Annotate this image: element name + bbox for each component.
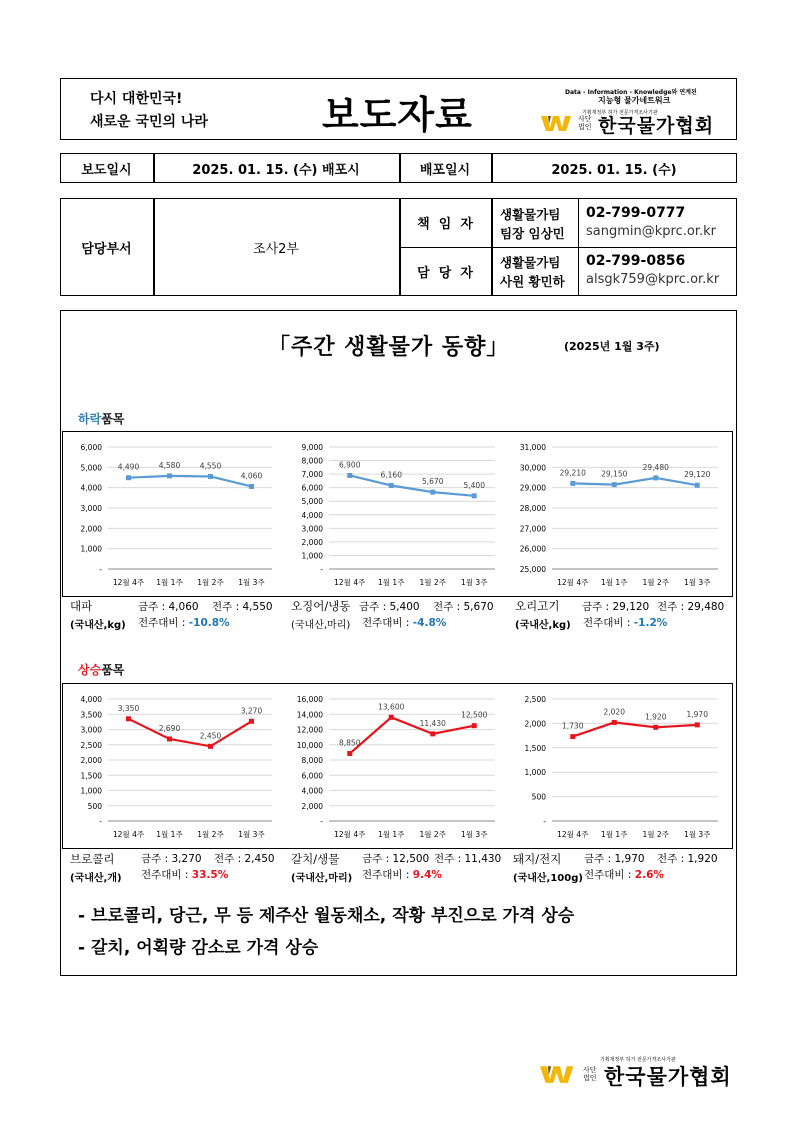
y-tick-label: 5,000 xyxy=(80,463,102,473)
item-name: 갈치/생물 xyxy=(291,852,340,866)
y-tick-label: 500 xyxy=(531,792,546,802)
y-tick-label: 1,000 xyxy=(524,768,546,778)
footer-tagline: 기획재정부 허가 전문가격조사기관 xyxy=(600,1057,676,1063)
chart-pork-shoulder xyxy=(510,691,726,843)
data-label: 4,490 xyxy=(117,462,140,472)
y-tick-label: 2,000 xyxy=(524,719,546,729)
footer-logo-icon xyxy=(540,1064,580,1084)
staff-email[interactable]: alsgk759@kprc.or.kr xyxy=(586,272,720,287)
data-label: 6,900 xyxy=(339,460,361,470)
data-point xyxy=(472,723,477,728)
data-point xyxy=(347,473,352,478)
y-tick-label: 30,000 xyxy=(519,463,546,473)
data-point xyxy=(612,482,617,487)
x-tick-label: 12월 4주 xyxy=(112,830,145,839)
data-label: 2,020 xyxy=(603,707,625,717)
week-change: 전주대비 : 33.5% xyxy=(141,869,229,881)
data-label: 4,550 xyxy=(199,461,222,471)
x-tick-label: 1월 2주 xyxy=(419,578,446,587)
data-point xyxy=(347,751,352,756)
y-tick-label: 500 xyxy=(87,801,102,811)
data-point xyxy=(126,716,131,721)
y-tick-label: 10,000 xyxy=(296,740,323,750)
bullet-point: - 갈치, 어획량 감소로 가격 상승 xyxy=(78,938,319,958)
item-origin: (국내산,kg) xyxy=(70,620,126,631)
y-tick-label: 3,000 xyxy=(301,524,323,534)
release-value: 2025. 01. 15. (수) 배포시 xyxy=(192,162,360,178)
data-label: 3,350 xyxy=(117,703,140,713)
data-point xyxy=(570,734,575,739)
org-name: 한국물가협회 xyxy=(598,115,715,137)
data-point xyxy=(126,475,131,480)
data-label: 13,600 xyxy=(378,702,405,712)
y-tick-label: 4,000 xyxy=(301,510,323,520)
this-week-price: 금주 : 4,060 xyxy=(138,601,199,613)
data-point xyxy=(249,719,254,724)
line-chart-svg xyxy=(66,439,280,591)
last-week-price: 전주 : 4,550 xyxy=(212,601,273,613)
y-tick-label: 2,000 xyxy=(301,537,323,547)
distribution-label: 배포일시 xyxy=(419,162,471,178)
last-week-price: 전주 : 5,670 xyxy=(433,601,494,613)
chart-broccoli xyxy=(66,691,280,843)
data-label: 1,730 xyxy=(562,721,584,731)
tagline-1: Data - Information - Knowledge와 연계된 xyxy=(565,89,697,96)
y-tick-label: 4,000 xyxy=(80,483,102,493)
dept-value: 조사2부 xyxy=(253,241,299,257)
chart-squid xyxy=(287,439,503,591)
series-line xyxy=(350,717,475,753)
x-tick-label: 1월 2주 xyxy=(642,830,669,839)
last-week-price: 전주 : 29,480 xyxy=(657,601,725,613)
data-point xyxy=(167,736,172,741)
y-tick-label: - xyxy=(99,565,102,574)
y-tick-label: 5,000 xyxy=(301,497,323,507)
line-chart-svg xyxy=(287,691,503,843)
data-point xyxy=(389,715,394,720)
rising-section-label: 상승품목 xyxy=(78,663,125,677)
y-tick-label: 3,000 xyxy=(80,725,102,735)
y-tick-label: 28,000 xyxy=(519,504,546,513)
item-origin: (국내산,마리) xyxy=(291,873,353,884)
week-change: 전주대비 : 9.4% xyxy=(362,869,442,881)
data-label: 2,450 xyxy=(199,731,222,741)
y-tick-label: 29,000 xyxy=(519,483,546,493)
x-tick-label: 1월 1주 xyxy=(378,830,405,839)
item-name: 돼지/전지 xyxy=(513,852,562,866)
x-tick-label: 12월 4주 xyxy=(557,578,589,587)
x-tick-label: 12월 4주 xyxy=(557,830,589,839)
x-tick-label: 12월 4주 xyxy=(112,578,145,587)
y-tick-label: 1,000 xyxy=(80,544,102,554)
release-label: 보도일시 xyxy=(81,162,132,178)
org-logo-icon xyxy=(541,114,577,132)
x-tick-label: 1월 2주 xyxy=(197,578,224,587)
tagline-2: 지능형 물가네트워크 xyxy=(598,96,671,105)
this-week-price: 금주 : 12,500 xyxy=(362,853,430,865)
y-tick-label: 2,500 xyxy=(80,740,102,750)
manager-role: 책 임 자 xyxy=(417,217,473,232)
y-tick-label: - xyxy=(320,817,323,826)
y-tick-label: 6,000 xyxy=(301,771,323,781)
item-origin: (국내산,kg) xyxy=(515,620,571,631)
falling-section-label: 하락품목 xyxy=(78,412,125,426)
item-name: 대파 xyxy=(70,599,93,613)
data-label: 1,920 xyxy=(645,712,667,722)
data-label: 8,850 xyxy=(339,738,361,748)
data-label: 29,150 xyxy=(601,469,628,479)
data-point xyxy=(430,731,435,736)
last-week-price: 전주 : 11,430 xyxy=(434,853,502,865)
week-change: 전주대비 : -4.8% xyxy=(362,617,447,629)
x-tick-label: 1월 1주 xyxy=(601,830,628,839)
y-tick-label: 7,000 xyxy=(301,470,323,480)
series-line xyxy=(350,475,475,495)
y-tick-label: 1,000 xyxy=(80,786,102,796)
data-point xyxy=(208,474,213,479)
last-week-price: 전주 : 2,450 xyxy=(214,853,275,865)
x-tick-label: 1월 2주 xyxy=(642,578,669,587)
manager-phone: 02-799-0777 xyxy=(586,205,686,221)
item-name: 오징어/냉동 xyxy=(291,599,351,613)
this-week-price: 금주 : 1,970 xyxy=(584,853,645,865)
this-week-price: 금주 : 29,120 xyxy=(582,601,650,613)
series-line xyxy=(573,478,698,485)
report-subtitle: (2025년 1월 3주) xyxy=(564,340,660,353)
data-point xyxy=(695,483,700,488)
footer-org-name: 한국물가협회 xyxy=(604,1065,732,1089)
data-label: 29,120 xyxy=(684,470,711,480)
y-tick-label: 25,000 xyxy=(519,565,546,574)
staff-person: 사원 황민하 xyxy=(500,274,565,289)
manager-team: 생활물가팀 xyxy=(500,207,561,222)
y-tick-label: 9,000 xyxy=(301,443,323,452)
y-tick-label: 1,500 xyxy=(80,771,102,781)
x-tick-label: 1월 3주 xyxy=(461,578,488,587)
x-tick-label: 1월 1주 xyxy=(378,578,405,587)
data-label: 2,690 xyxy=(158,723,181,733)
data-point xyxy=(695,722,700,727)
y-tick-label: 8,000 xyxy=(301,756,323,765)
y-tick-label: 3,500 xyxy=(80,710,102,720)
line-chart-svg xyxy=(287,439,503,591)
data-point xyxy=(389,483,394,488)
manager-email[interactable]: sangmin@kprc.or.kr xyxy=(586,224,716,239)
data-point xyxy=(472,493,477,498)
staff-phone: 02-799-0856 xyxy=(586,253,686,269)
data-label: 6,160 xyxy=(380,470,402,480)
y-tick-label: 1,500 xyxy=(524,743,546,753)
x-tick-label: 1월 1주 xyxy=(156,830,183,839)
y-tick-label: 4,000 xyxy=(80,695,102,704)
x-tick-label: 1월 2주 xyxy=(419,830,446,839)
y-tick-label: - xyxy=(99,817,102,826)
y-tick-label: 1,000 xyxy=(301,551,323,561)
x-tick-label: 1월 1주 xyxy=(156,578,183,587)
chart-hairtail xyxy=(287,691,503,843)
y-tick-label: 27,000 xyxy=(519,524,546,534)
data-label: 3,270 xyxy=(240,706,263,716)
y-tick-label: - xyxy=(320,565,323,574)
x-tick-label: 12월 4주 xyxy=(334,578,366,587)
data-point xyxy=(208,744,213,749)
data-label: 4,580 xyxy=(158,460,181,470)
week-change: 전주대비 : -1.2% xyxy=(583,617,668,629)
tagline-3: 기획재정부 허가 전문가격조사기관 xyxy=(582,110,658,116)
y-tick-label: 31,000 xyxy=(519,443,546,452)
x-tick-label: 1월 2주 xyxy=(197,830,224,839)
data-label: 5,670 xyxy=(422,477,444,487)
item-origin: (국내산,100g) xyxy=(513,873,583,884)
dept-label: 담당부서 xyxy=(81,241,132,257)
data-point xyxy=(167,473,172,478)
data-label: 29,210 xyxy=(559,468,586,478)
x-tick-label: 12월 4주 xyxy=(334,830,366,839)
x-tick-label: 1월 3주 xyxy=(238,830,265,839)
y-tick-label: 12,000 xyxy=(296,725,323,735)
data-point xyxy=(612,720,617,725)
last-week-price: 전주 : 1,920 xyxy=(657,853,718,865)
data-point xyxy=(570,481,575,486)
slogan-line-2: 새로운 국민의 나라 xyxy=(90,114,208,130)
y-tick-label: 2,500 xyxy=(524,695,546,704)
y-tick-label: 14,000 xyxy=(296,710,323,720)
data-point xyxy=(653,475,658,480)
this-week-price: 금주 : 5,400 xyxy=(359,601,420,613)
org-subtitle: 사단 법인 xyxy=(578,115,592,131)
series-line xyxy=(129,476,252,487)
week-change: 전주대비 : 2.6% xyxy=(584,869,664,881)
staff-team: 생활물가팀 xyxy=(500,255,561,270)
data-label: 29,480 xyxy=(642,462,669,472)
y-tick-label: 2,000 xyxy=(301,801,323,811)
x-tick-label: 1월 3주 xyxy=(238,578,265,587)
manager-person: 팀장 임상민 xyxy=(500,226,565,241)
slogan-line-1: 다시 대한민국! xyxy=(90,91,183,107)
press-release-title: 보도자료 xyxy=(322,93,473,137)
item-origin: (국내산,마리) xyxy=(291,620,351,631)
report-title: 「주간 생활물가 동향」 xyxy=(268,335,510,360)
y-tick-label: 6,000 xyxy=(80,443,102,452)
data-label: 1,970 xyxy=(686,709,708,719)
x-tick-label: 1월 1주 xyxy=(601,578,628,587)
x-tick-label: 1월 3주 xyxy=(684,578,711,587)
bullet-point: - 브로콜리, 당근, 무 등 제주산 월동채소, 작황 부진으로 가격 상승 xyxy=(78,906,575,926)
distribution-value: 2025. 01. 15. (수) xyxy=(551,162,677,178)
data-label: 11,430 xyxy=(419,718,446,728)
series-line xyxy=(573,722,698,736)
y-tick-label: - xyxy=(543,817,546,826)
y-tick-label: 2,000 xyxy=(80,756,102,765)
staff-role: 담 당 자 xyxy=(417,266,473,281)
line-chart-svg xyxy=(510,439,726,591)
data-label: 12,500 xyxy=(461,710,488,720)
chart-duck-meat xyxy=(510,439,726,591)
data-label: 4,060 xyxy=(240,471,263,481)
data-label: 5,400 xyxy=(463,480,485,490)
data-point xyxy=(653,725,658,730)
this-week-price: 금주 : 3,270 xyxy=(141,853,202,865)
y-tick-label: 6,000 xyxy=(301,483,323,493)
week-change: 전주대비 : -10.8% xyxy=(138,617,230,629)
y-tick-label: 4,000 xyxy=(301,786,323,796)
series-line xyxy=(129,719,252,746)
x-tick-label: 1월 3주 xyxy=(461,830,488,839)
item-name: 브로콜리 xyxy=(70,852,115,866)
chart-green-onion xyxy=(66,439,280,591)
item-origin: (국내산,개) xyxy=(70,873,122,884)
line-chart-svg xyxy=(66,691,280,843)
data-point xyxy=(430,490,435,495)
line-chart-svg xyxy=(510,691,726,843)
y-tick-label: 2,000 xyxy=(80,524,102,534)
item-name: 오리고기 xyxy=(515,599,560,613)
footer-org-subtitle: 사단 법인 xyxy=(583,1066,597,1082)
data-point xyxy=(249,484,254,489)
y-tick-label: 16,000 xyxy=(296,695,323,704)
x-tick-label: 1월 3주 xyxy=(684,830,711,839)
y-tick-label: 26,000 xyxy=(519,544,546,554)
y-tick-label: 3,000 xyxy=(80,504,102,513)
y-tick-label: 8,000 xyxy=(301,456,323,466)
